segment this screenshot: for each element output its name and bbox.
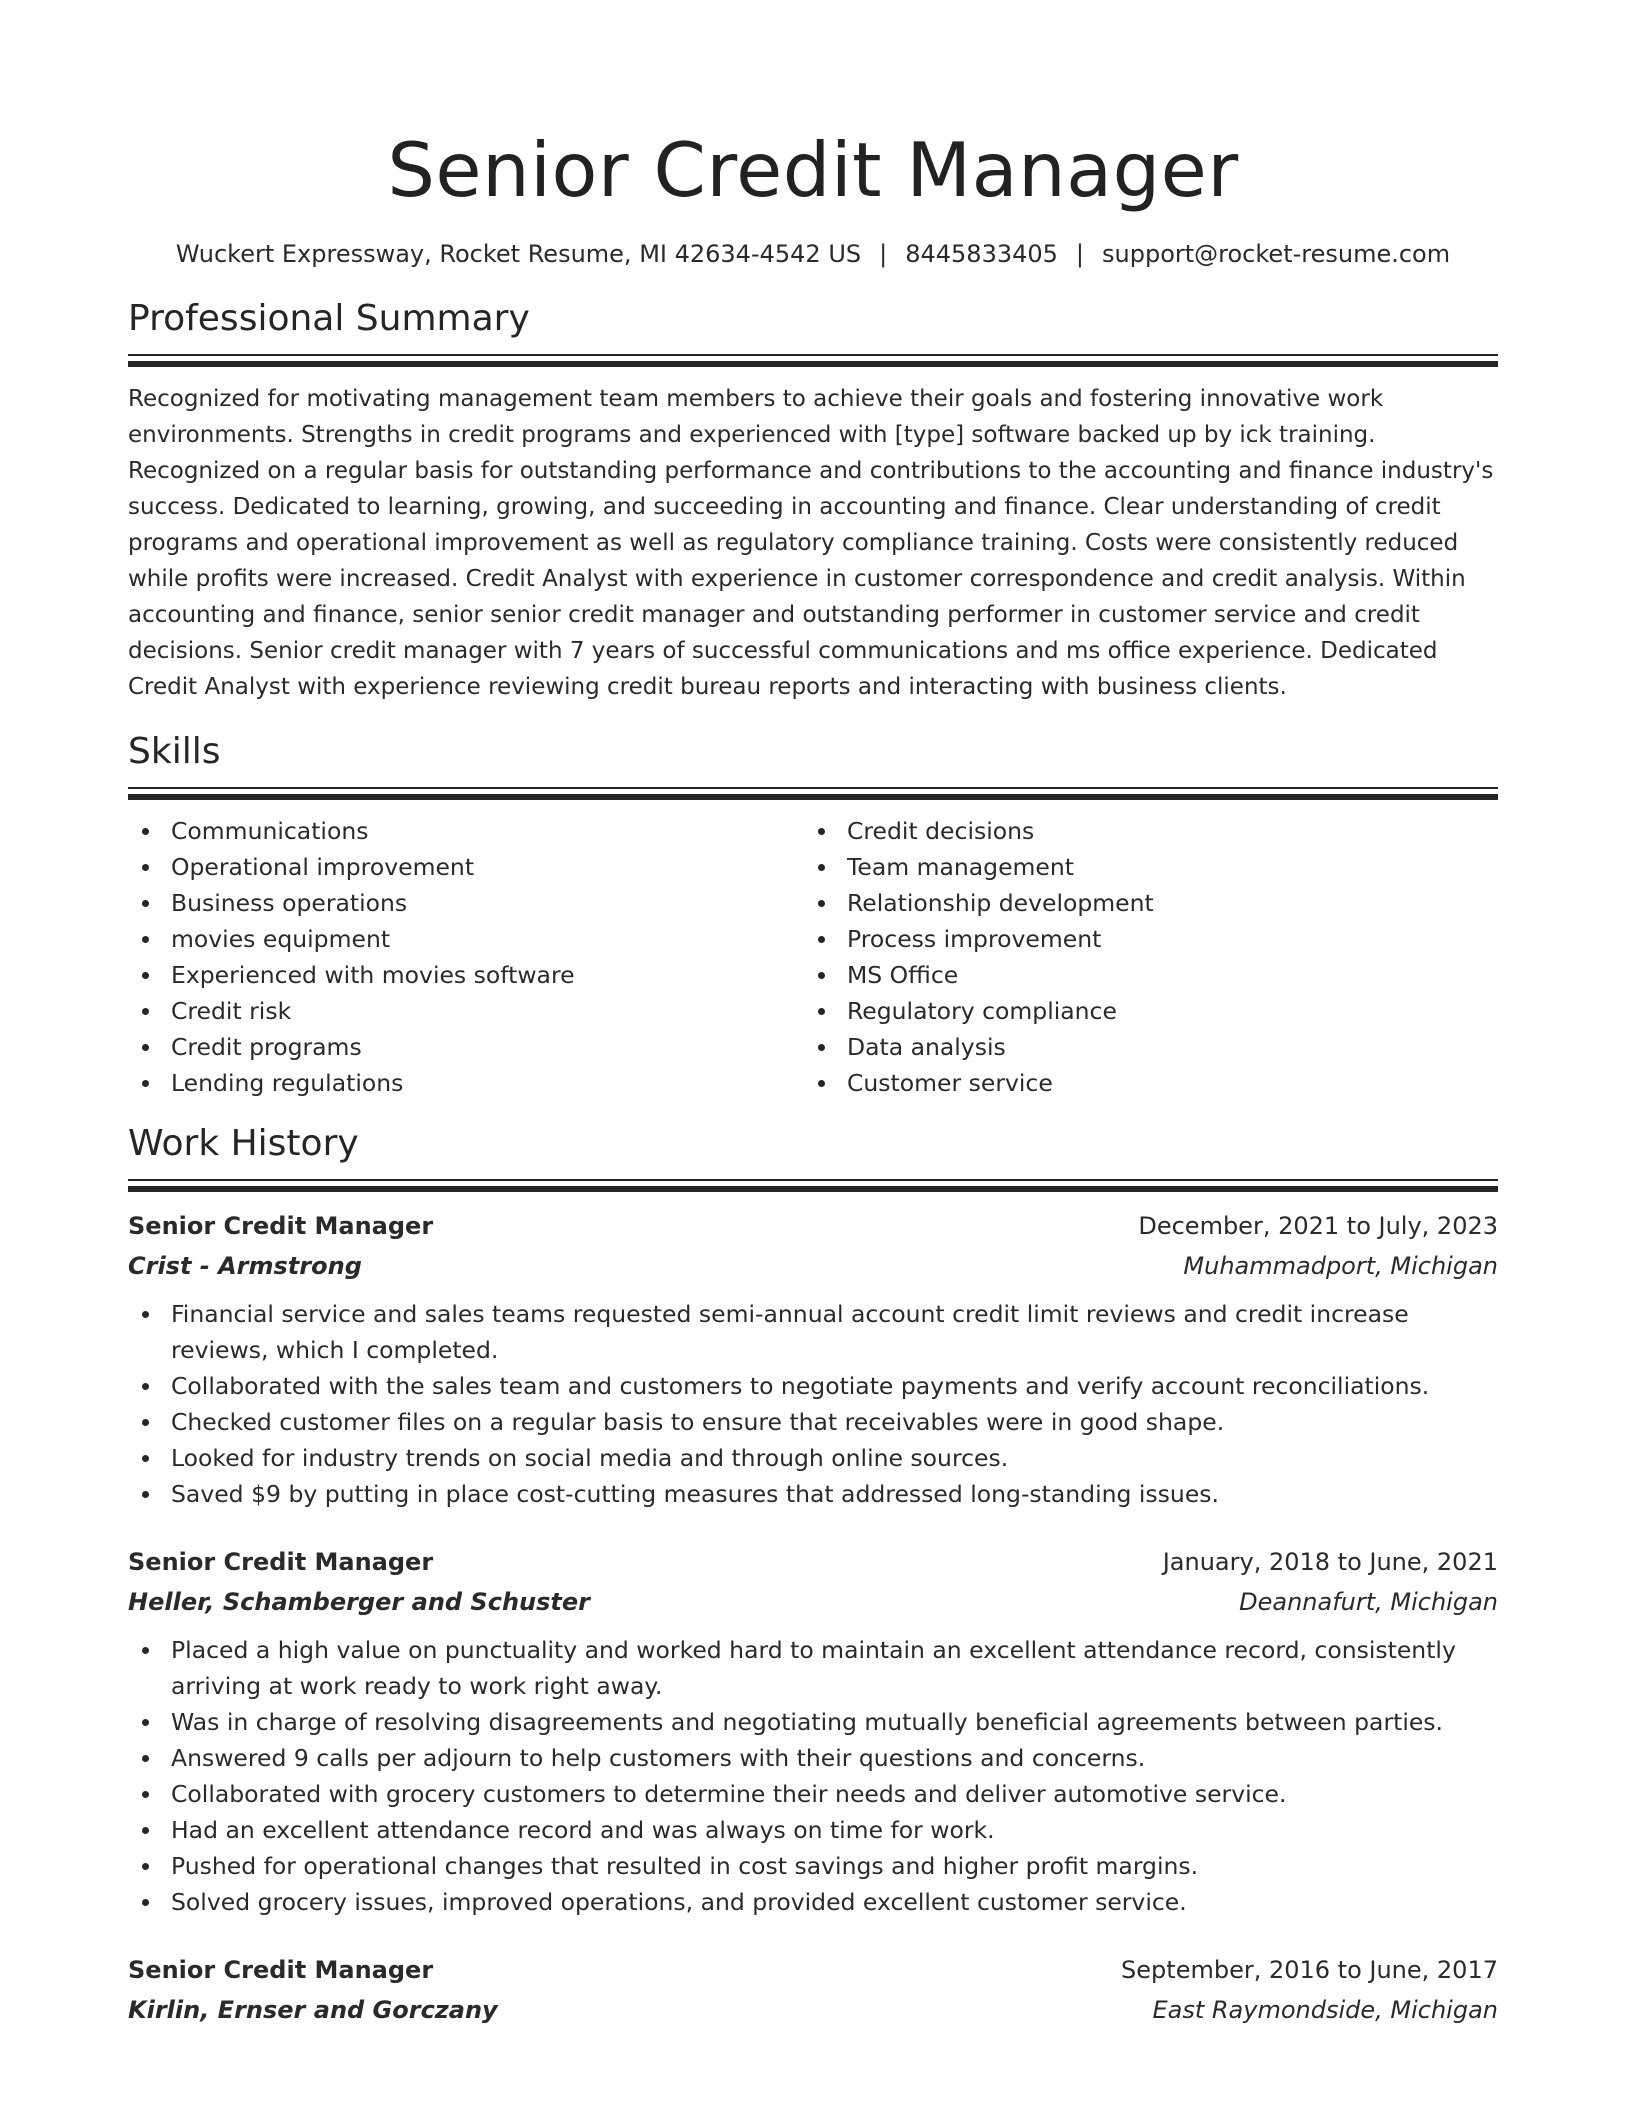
skill-item: Operational improvement	[128, 849, 804, 885]
resume-page	[128, 0, 1498, 2030]
job-bullet: Placed a high value on punctuality and worked hard to maintain an excellent attendance record, consistently arriving at work ready to work right away.	[128, 1632, 1498, 1704]
skills-heading: Skills	[128, 731, 221, 772]
skill-item: Credit risk	[128, 993, 804, 1029]
contact-email: support@rocket-resume.com	[1102, 240, 1451, 268]
skill-item: Lending regulations	[128, 1065, 804, 1101]
job-entry	[128, 1542, 1498, 1920]
job-bullets	[128, 1632, 1498, 1920]
skill-item: Credit decisions	[804, 813, 1480, 849]
section-rule	[128, 794, 1498, 800]
summary-line: while profits were increased. Credit Analyst with experience in customer correspondence and credit analysis. Within	[128, 566, 1466, 592]
section-rule	[128, 361, 1498, 367]
contact-separator: |	[1075, 240, 1085, 268]
skill-item: movies equipment	[128, 921, 804, 957]
job-dates: January, 2018 to June, 2021	[1162, 1548, 1498, 1576]
job-entry	[128, 1950, 1498, 2030]
skill-item: Experienced with movies software	[128, 957, 804, 993]
job-title: Senior Credit Manager	[128, 1212, 434, 1240]
summary-text	[128, 381, 1498, 705]
job-bullets	[128, 1296, 1498, 1512]
section-rule	[128, 1179, 1498, 1181]
job-entry	[128, 1206, 1498, 1512]
job-subheader	[128, 1990, 1498, 2030]
contact-address: Wuckert Expressway, Rocket Resume, MI 42634-4542 US	[175, 240, 862, 268]
skill-item: Credit programs	[128, 1029, 804, 1065]
job-bullet: Collaborated with grocery customers to determine their needs and deliver automotive service.	[128, 1776, 1498, 1812]
job-location: Muhammadport, Michigan	[1183, 1252, 1498, 1280]
job-bullet: Had an excellent attendance record and was always on time for work.	[128, 1812, 1498, 1848]
job-bullet: Looked for industry trends on social media and through online sources.	[128, 1440, 1498, 1476]
job-title: Senior Credit Manager	[128, 1956, 434, 1984]
job-bullet: Financial service and sales teams requested semi-annual account credit limit reviews and credit increase reviews, which I completed.	[128, 1296, 1498, 1368]
summary-line: programs and operational improvement as well as regulatory compliance training. Costs were consistently reduced	[128, 530, 1459, 556]
job-header	[128, 1542, 1498, 1582]
skill-item: Communications	[128, 813, 804, 849]
skill-item: Regulatory compliance	[804, 993, 1480, 1029]
job-bullet: Was in charge of resolving disagreements and negotiating mutually beneficial agreements between parties.	[128, 1704, 1498, 1740]
job-location: Deannafurt, Michigan	[1239, 1588, 1498, 1616]
job-title: Senior Credit Manager	[128, 1548, 434, 1576]
job-bullet: Collaborated with the sales team and customers to negotiate payments and verify account reconciliations.	[128, 1368, 1498, 1404]
skill-item: Customer service	[804, 1065, 1480, 1101]
job-dates: December, 2021 to July, 2023	[1138, 1212, 1498, 1240]
summary-line: Credit Analyst with experience reviewing credit bureau reports and interacting with business clients.	[128, 674, 1287, 700]
section-rule	[128, 787, 1498, 789]
job-bullet: Solved grocery issues, improved operations, and provided excellent customer service.	[128, 1884, 1498, 1920]
summary-line: Recognized on a regular basis for outstanding performance and contributions to the accounting and finance industry's	[128, 458, 1494, 484]
skill-item: Data analysis	[804, 1029, 1480, 1065]
skill-item: Team management	[804, 849, 1480, 885]
job-bullet: Saved $9 by putting in place cost-cutting measures that addressed long-standing issues.	[128, 1476, 1498, 1512]
job-company: Heller, Schamberger and Schuster	[128, 1588, 590, 1616]
job-location: East Raymondside, Michigan	[1152, 1996, 1498, 2024]
section-rule	[128, 354, 1498, 356]
resume-title: Senior Credit Manager	[387, 126, 1239, 214]
summary-line: Recognized for motivating management team members to achieve their goals and fostering innovative work	[128, 386, 1384, 412]
summary-line: decisions. Senior credit manager with 7 years of successful communications and ms office experience. Dedicated	[128, 638, 1438, 664]
job-header	[128, 1206, 1498, 1246]
job-subheader	[128, 1582, 1498, 1622]
job-bullet: Answered 9 calls per adjourn to help customers with their questions and concerns.	[128, 1740, 1498, 1776]
job-dates: September, 2016 to June, 2017	[1121, 1956, 1498, 1984]
summary-line: accounting and finance, senior senior credit manager and outstanding performer in customer service and credit	[128, 602, 1420, 628]
skills-column-left	[128, 813, 804, 1101]
summary-heading: Professional Summary	[128, 298, 530, 339]
contact-separator: |	[879, 240, 888, 268]
skill-item: Business operations	[128, 885, 804, 921]
contact-phone: 8445833405	[905, 240, 1058, 268]
job-company: Kirlin, Ernser and Gorczany	[128, 1996, 498, 2024]
job-subheader	[128, 1246, 1498, 1286]
skill-item: MS Office	[804, 957, 1480, 993]
skills-list	[128, 813, 1498, 1101]
skill-item: Process improvement	[804, 921, 1480, 957]
job-bullet: Checked customer files on a regular basis to ensure that receivables were in good shape.	[128, 1404, 1498, 1440]
section-rule	[128, 1186, 1498, 1192]
job-header	[128, 1950, 1498, 1990]
job-bullet: Pushed for operational changes that resulted in cost savings and higher profit margins.	[128, 1848, 1498, 1884]
summary-line: success. Dedicated to learning, growing, and succeeding in accounting and finance. Clear understanding of credit	[128, 494, 1441, 520]
skills-column-right	[804, 813, 1480, 1101]
summary-line: environments. Strengths in credit programs and experienced with [type] software backed up by ick training.	[128, 422, 1376, 448]
job-company: Crist - Armstrong	[128, 1252, 362, 1280]
contact-line	[128, 236, 1498, 272]
skill-item: Relationship development	[804, 885, 1480, 921]
work-heading: Work History	[128, 1123, 359, 1164]
